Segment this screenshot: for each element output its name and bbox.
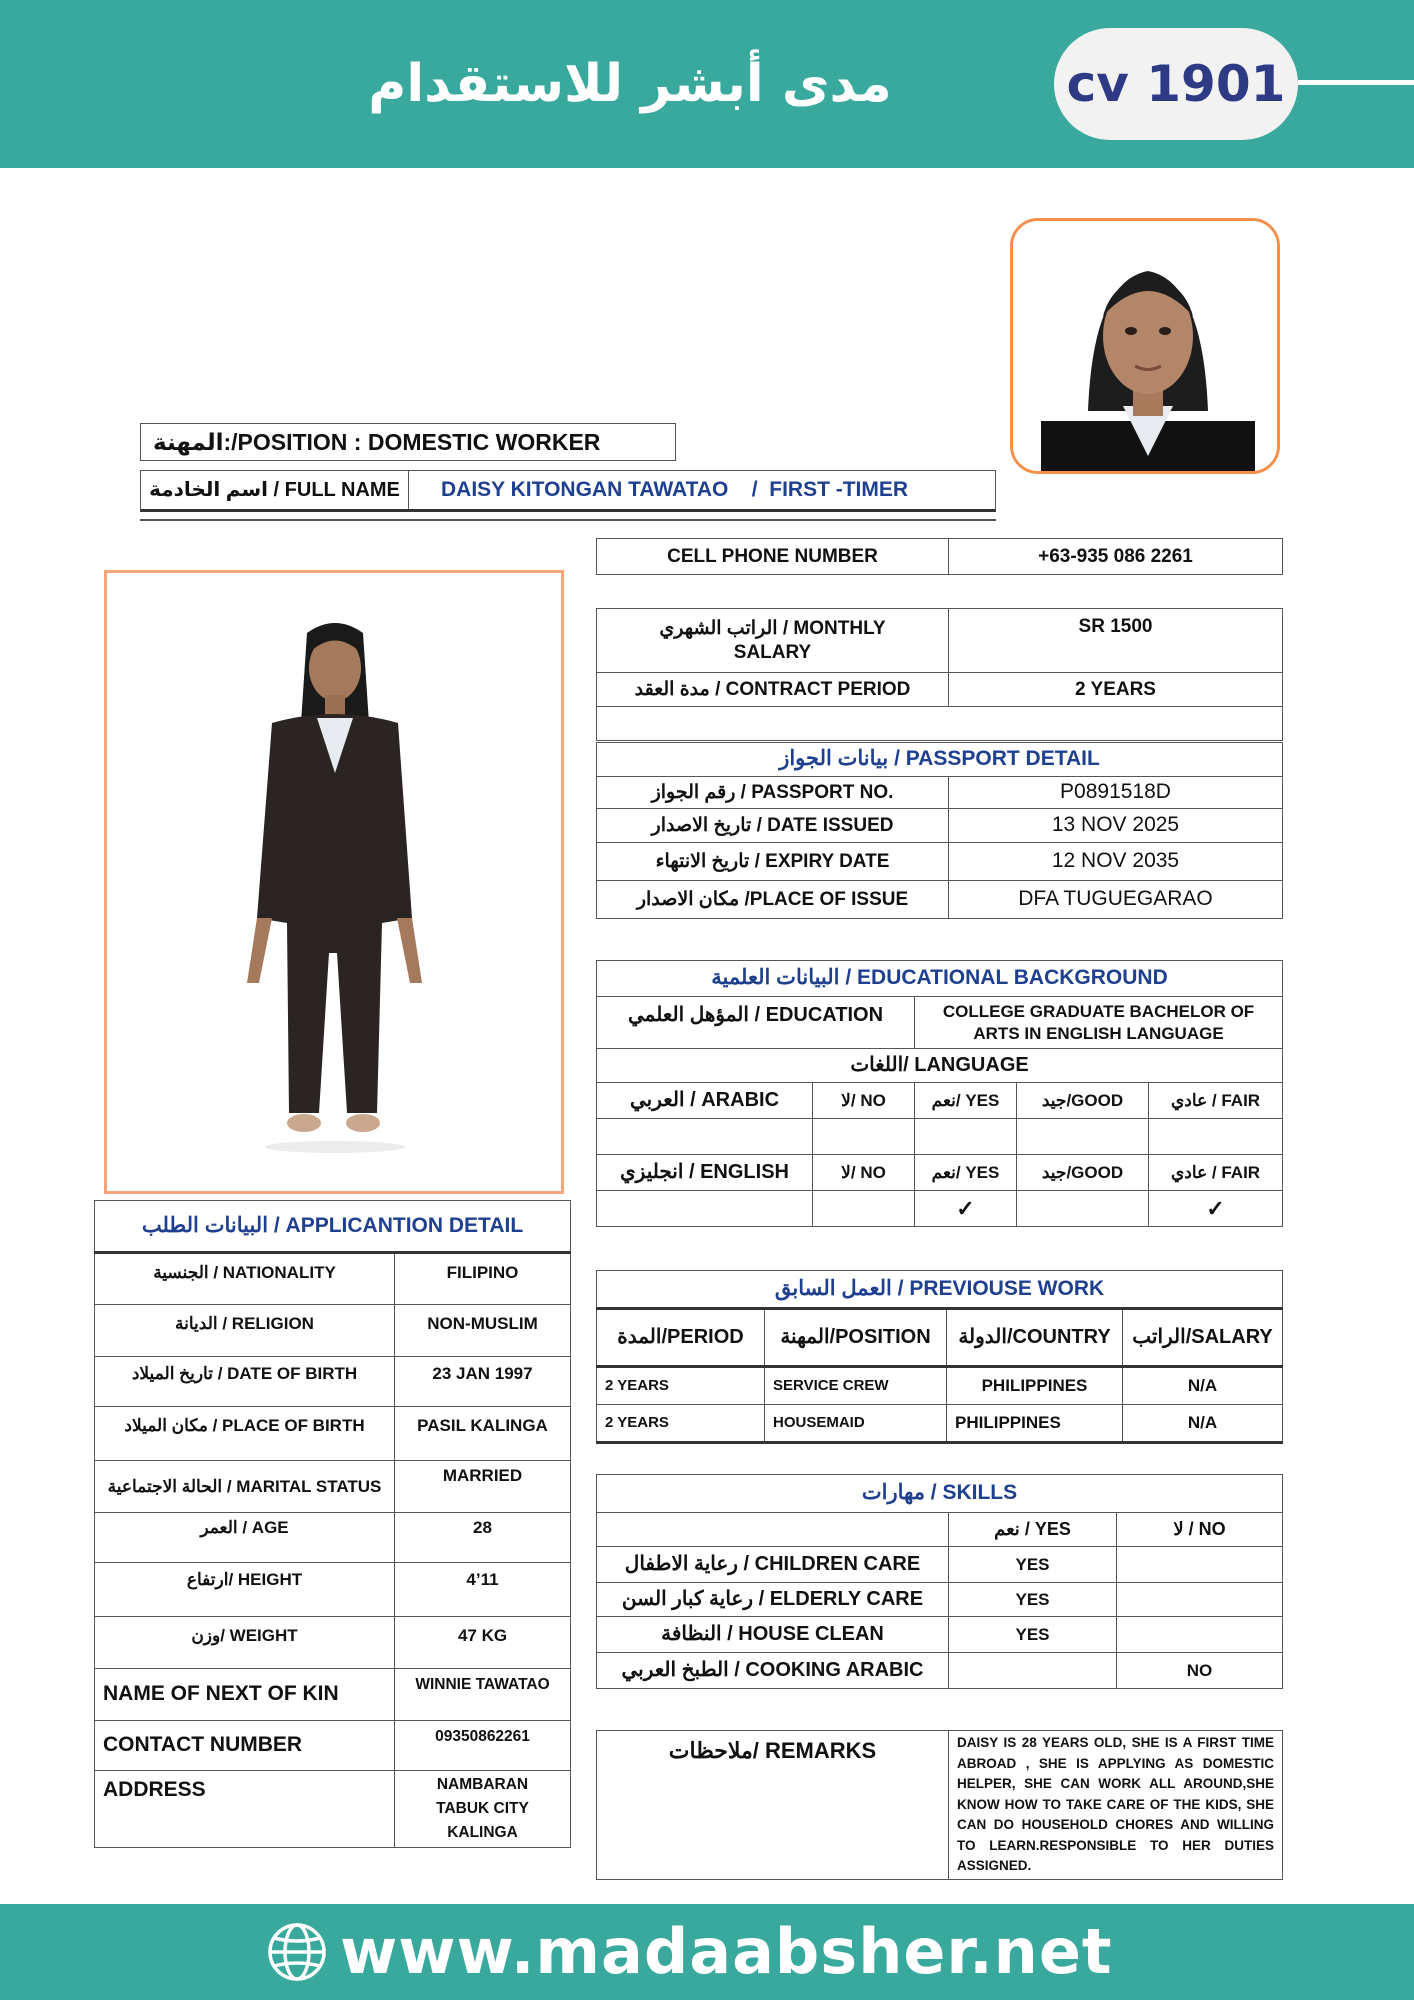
english-cell (597, 1191, 813, 1227)
weight-label: وزن/ WEIGHT (95, 1617, 395, 1669)
skills-header-no: لا / NO (1117, 1513, 1283, 1547)
cv-number-badge: cv 1901 (1054, 28, 1298, 140)
skill-cooking-arabic-yes (949, 1653, 1117, 1689)
full-name-row (140, 470, 996, 512)
full-name-label: اسم الخادمة / FULL NAME (141, 471, 409, 509)
header-bar (0, 0, 1414, 168)
remarks-table (596, 1730, 1283, 1880)
next-of-kin-value: WINNIE TAWATAO (395, 1669, 571, 1721)
skill-children-care-yes: YES (949, 1547, 1117, 1583)
skill-children-care-label: رعاية الاطفال / CHILDREN CARE (597, 1547, 949, 1583)
contract-period-value: 2 YEARS (949, 673, 1283, 707)
skill-house-clean-label: النظافة / HOUSE CLEAN (597, 1617, 949, 1653)
expiry-date-value: 12 NOV 2035 (949, 843, 1283, 881)
english-col-good: جيد/GOOD (1017, 1155, 1149, 1191)
place-of-birth-label: مكان الميلاد / PLACE OF BIRTH (95, 1407, 395, 1461)
marital-status-value: MARRIED (395, 1461, 571, 1513)
skill-elderly-care-label: رعاية كبار السن / ELDERLY CARE (597, 1583, 949, 1617)
marital-status-label: الحالة الاجتماعية / MARITAL STATUS (95, 1461, 395, 1513)
skills-title: مهارات / SKILLS (597, 1475, 1283, 1513)
globe-icon (266, 1921, 328, 1983)
work-row-salary: N/A (1123, 1367, 1283, 1405)
arabic-cell (813, 1119, 915, 1155)
age-value: 28 (395, 1513, 571, 1563)
arabic-col-no: لا/ NO (813, 1083, 915, 1119)
address-value: NAMBARAN TABUK CITY KALINGA (395, 1771, 571, 1848)
empty-row (597, 707, 1283, 741)
weight-value: 47 KG (395, 1617, 571, 1669)
date-of-birth-label: تاريخ الميلاد / DATE OF BIRTH (95, 1357, 395, 1407)
nationality-value: FILIPINO (395, 1253, 571, 1305)
language-title: اللغات/ LANGUAGE (597, 1049, 1283, 1083)
english-cell (813, 1191, 915, 1227)
cell-phone-table (596, 538, 1283, 575)
application-title: البيانات الطلب / APPLICANTION DETAIL (95, 1201, 571, 1253)
passport-table (596, 742, 1283, 919)
monthly-salary-label-line2: SALARY (733, 641, 812, 663)
work-row-position: SERVICE CREW (765, 1367, 947, 1405)
work-row-position: HOUSEMAID (765, 1405, 947, 1443)
arabic-col-good: جيد/GOOD (1017, 1083, 1149, 1119)
english-col-fair: عادي / FAIR (1149, 1155, 1283, 1191)
previous-work-table (596, 1270, 1283, 1444)
remarks-text: DAISY IS 28 YEARS OLD, SHE IS A FIRST TIME ABROAD , SHE IS APPLYING AS DOMESTIC HELPER, SHE CAN WORK ALL AROUND,SHE KNOW HOW TO TAKE CARE OF THE KIDS, SHE CAN DO HOUSEHOLD CHORES AND WILLING TO LEARN.RESPONSIBLE TO HER DUTIES ASSIGNED. (949, 1731, 1283, 1880)
age-label: العمر / AGE (95, 1513, 395, 1563)
passport-title: بيانات الجواز / PASSPORT DETAIL (597, 743, 1283, 777)
cell-phone-value: +63-935 086 2261 (949, 539, 1283, 575)
header-divider-line (1298, 80, 1414, 85)
work-header-position: المهنة/POSITION (765, 1309, 947, 1367)
address-label: ADDRESS (95, 1771, 395, 1848)
skill-elderly-care-yes: YES (949, 1583, 1117, 1617)
work-row-period: 2 YEARS (597, 1367, 765, 1405)
english-col-yes: نعم/ YES (915, 1155, 1017, 1191)
contact-number-label: CONTACT NUMBER (95, 1721, 395, 1771)
previous-work-title: العمل السابق / PREVIOUSE WORK (597, 1271, 1283, 1309)
nationality-label: الجنسية / NATIONALITY (95, 1253, 395, 1305)
monthly-salary-label-line1: الراتب الشهري / MONTHLY (659, 617, 886, 639)
skill-elderly-care-no (1117, 1583, 1283, 1617)
english-fair-check: ✓ (1149, 1191, 1283, 1227)
position-field: المهنة:/POSITION : DOMESTIC WORKER (140, 423, 676, 461)
english-col-no: لا/ NO (813, 1155, 915, 1191)
work-row-country: PHILIPPINES (947, 1405, 1123, 1443)
work-row-period: 2 YEARS (597, 1405, 765, 1443)
skill-children-care-no (1117, 1547, 1283, 1583)
skills-table (596, 1474, 1283, 1689)
application-table (94, 1200, 571, 1848)
date-issued-value: 13 NOV 2025 (949, 809, 1283, 843)
english-cell (1017, 1191, 1149, 1227)
salary-table (596, 608, 1283, 741)
skill-cooking-arabic-label: الطبخ العربي / COOKING ARABIC (597, 1653, 949, 1689)
skills-header-empty (597, 1513, 949, 1547)
brand-name: مدى أبشر للاستقدام (368, 54, 892, 114)
arabic-label: العربي / ARABIC (597, 1083, 813, 1119)
footer-bar (0, 1904, 1414, 2000)
english-label: انجليزي / ENGLISH (597, 1155, 813, 1191)
place-of-issue-value: DFA TUGUEGARAO (949, 881, 1283, 919)
website-link[interactable]: www.madaabsher.net (340, 1915, 1113, 1988)
cell-phone-label: CELL PHONE NUMBER (597, 539, 949, 575)
passport-no-label: رقم الجواز / PASSPORT NO. (597, 777, 949, 809)
religion-label: الديانة / RELIGION (95, 1305, 395, 1357)
passport-no-value: P0891518D (949, 777, 1283, 809)
height-value: 4’11 (395, 1563, 571, 1617)
skill-house-clean-yes: YES (949, 1617, 1117, 1653)
next-of-kin-label: NAME OF NEXT OF KIN (95, 1669, 395, 1721)
work-header-country: الدولة/COUNTRY (947, 1309, 1123, 1367)
skill-house-clean-no (1117, 1617, 1283, 1653)
skills-header-yes: نعم / YES (949, 1513, 1117, 1547)
full-name-value: DAISY KITONGAN TAWATAO / FIRST -TIMER (441, 478, 909, 501)
education-table (596, 960, 1283, 1227)
arabic-cell (597, 1119, 813, 1155)
contract-period-label: مدة العقد / CONTRACT PERIOD (597, 673, 949, 707)
full-body-photo (104, 570, 564, 1194)
place-of-birth-value: PASIL KALINGA (395, 1407, 571, 1461)
place-of-issue-label: مكان الاصدار /PLACE OF ISSUE (597, 881, 949, 919)
headshot-photo (1010, 218, 1280, 474)
work-row-salary: N/A (1123, 1405, 1283, 1443)
arabic-cell (1017, 1119, 1149, 1155)
work-header-period: المدة/PERIOD (597, 1309, 765, 1367)
skill-cooking-arabic-no: NO (1117, 1653, 1283, 1689)
education-value: COLLEGE GRADUATE BACHELOR OF ARTS IN ENGLISH LANGUAGE (915, 997, 1283, 1049)
monthly-salary-value: SR 1500 (949, 609, 1283, 673)
monthly-salary-label (597, 609, 949, 673)
education-label: المؤهل العلمي / EDUCATION (597, 997, 915, 1049)
expiry-date-label: تاريخ الانتهاء / EXPIRY DATE (597, 843, 949, 881)
date-issued-label: تاريخ الاصدار / DATE ISSUED (597, 809, 949, 843)
date-of-birth-value: 23 JAN 1997 (395, 1357, 571, 1407)
work-row-country: PHILIPPINES (947, 1367, 1123, 1405)
education-title: البيانات العلمية / EDUCATIONAL BACKGROUND (597, 961, 1283, 997)
religion-value: NON-MUSLIM (395, 1305, 571, 1357)
english-yes-check: ✓ (915, 1191, 1017, 1227)
arabic-col-fair: عادي / FAIR (1149, 1083, 1283, 1119)
arabic-col-yes: نعم/ YES (915, 1083, 1017, 1119)
work-header-salary: الراتب/SALARY (1123, 1309, 1283, 1367)
height-label: ارتفاع/ HEIGHT (95, 1563, 395, 1617)
arabic-cell (915, 1119, 1017, 1155)
divider (140, 519, 996, 521)
remarks-label: ملاحظات/ REMARKS (597, 1731, 949, 1880)
arabic-cell (1149, 1119, 1283, 1155)
contact-number-value: 09350862261 (395, 1721, 571, 1771)
